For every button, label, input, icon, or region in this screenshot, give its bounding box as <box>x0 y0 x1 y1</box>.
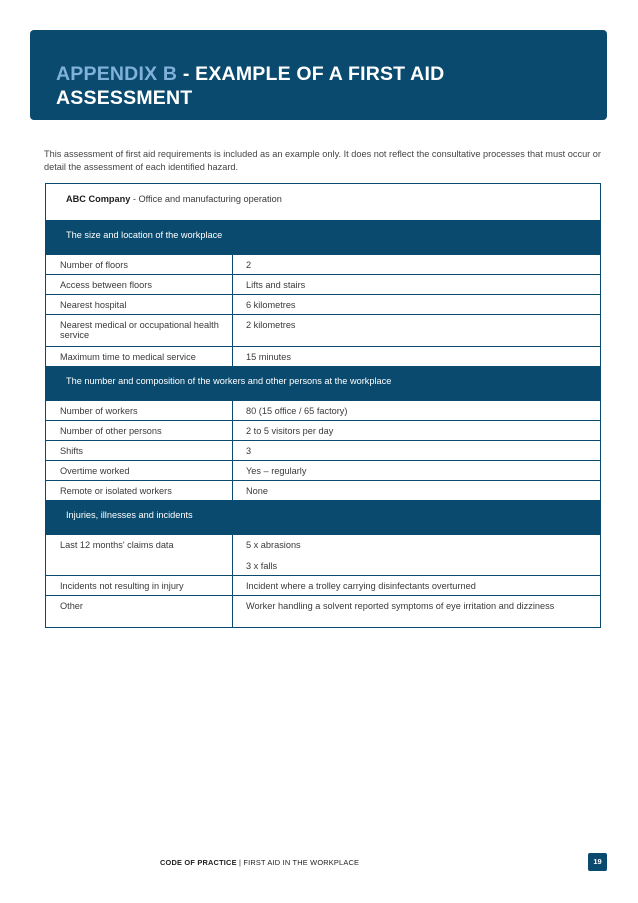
page-footer <box>160 858 359 867</box>
table-row <box>46 295 601 315</box>
section-header <box>46 501 601 535</box>
row-label: Access between floors <box>46 275 233 295</box>
row-value: 3 <box>233 441 601 461</box>
section-header <box>46 221 601 255</box>
table-row <box>46 401 601 421</box>
row-label: Number of other persons <box>46 421 233 441</box>
footer-doc-title: FIRST AID IN THE WORKPLACE <box>243 858 360 867</box>
table-row <box>46 596 601 628</box>
row-label: Overtime worked <box>46 461 233 481</box>
table-row <box>46 576 601 596</box>
table-row <box>46 441 601 461</box>
row-value-cell <box>233 535 601 576</box>
row-value: 15 minutes <box>233 347 601 367</box>
section-header <box>46 367 601 401</box>
page-number-badge: 19 <box>588 853 607 871</box>
footer-doc-type: CODE OF PRACTICE <box>160 858 237 867</box>
table-row <box>46 347 601 367</box>
appendix-banner <box>30 30 607 120</box>
row-label: Remote or isolated workers <box>46 481 233 501</box>
row-value: Incident where a trolley carrying disinfectants overturned <box>233 576 601 596</box>
first-aid-assessment-table <box>45 183 601 628</box>
table-row <box>46 461 601 481</box>
table-row <box>46 315 601 347</box>
row-label: Other <box>46 596 233 628</box>
row-value-secondary: 3 x falls <box>246 561 278 571</box>
row-value: 2 <box>233 255 601 275</box>
section-heading: Injuries, illnesses and incidents <box>46 501 601 535</box>
row-value: 6 kilometres <box>233 295 601 315</box>
company-description: - Office and manufacturing operation <box>130 194 282 204</box>
row-value: Lifts and stairs <box>233 275 601 295</box>
row-label: Nearest hospital <box>46 295 233 315</box>
row-value: None <box>233 481 601 501</box>
row-value: 2 to 5 visitors per day <box>233 421 601 441</box>
table-row <box>46 275 601 295</box>
row-value: 2 kilometres <box>233 315 601 347</box>
company-row <box>46 184 601 221</box>
row-label: Number of workers <box>46 401 233 421</box>
section-heading: The size and location of the workplace <box>46 221 601 255</box>
row-label: Last 12 months' claims data <box>46 535 233 576</box>
section-heading: The number and composition of the workers and other persons at the workplace <box>46 367 601 401</box>
row-label: Nearest medical or occupational health service <box>46 315 233 347</box>
table-row <box>46 421 601 441</box>
title-accent: APPENDIX B <box>56 63 178 85</box>
page-title <box>56 62 476 110</box>
table-row <box>46 255 601 275</box>
row-label: Shifts <box>46 441 233 461</box>
intro-paragraph: This assessment of first aid requirements is included as an example only. It does not reflect the consultative processes that must occur or detail the assessment of each identified hazard. <box>44 149 601 172</box>
row-label: Maximum time to medical service <box>46 347 233 367</box>
company-name: ABC Company <box>66 194 131 204</box>
company-cell <box>46 184 601 221</box>
row-value: 5 x abrasions <box>246 540 301 550</box>
row-value: 80 (15 office / 65 factory) <box>233 401 601 421</box>
table-row <box>46 535 601 576</box>
footer-separator: | <box>238 858 242 867</box>
row-label: Number of floors <box>46 255 233 275</box>
row-value: Worker handling a solvent reported symptoms of eye irritation and dizziness <box>233 596 601 628</box>
title-rest: - EXAMPLE OF A FIRST AID ASSESSMENT <box>56 63 445 109</box>
row-value: Yes – regularly <box>233 461 601 481</box>
table-row <box>46 481 601 501</box>
row-label: Incidents not resulting in injury <box>46 576 233 596</box>
